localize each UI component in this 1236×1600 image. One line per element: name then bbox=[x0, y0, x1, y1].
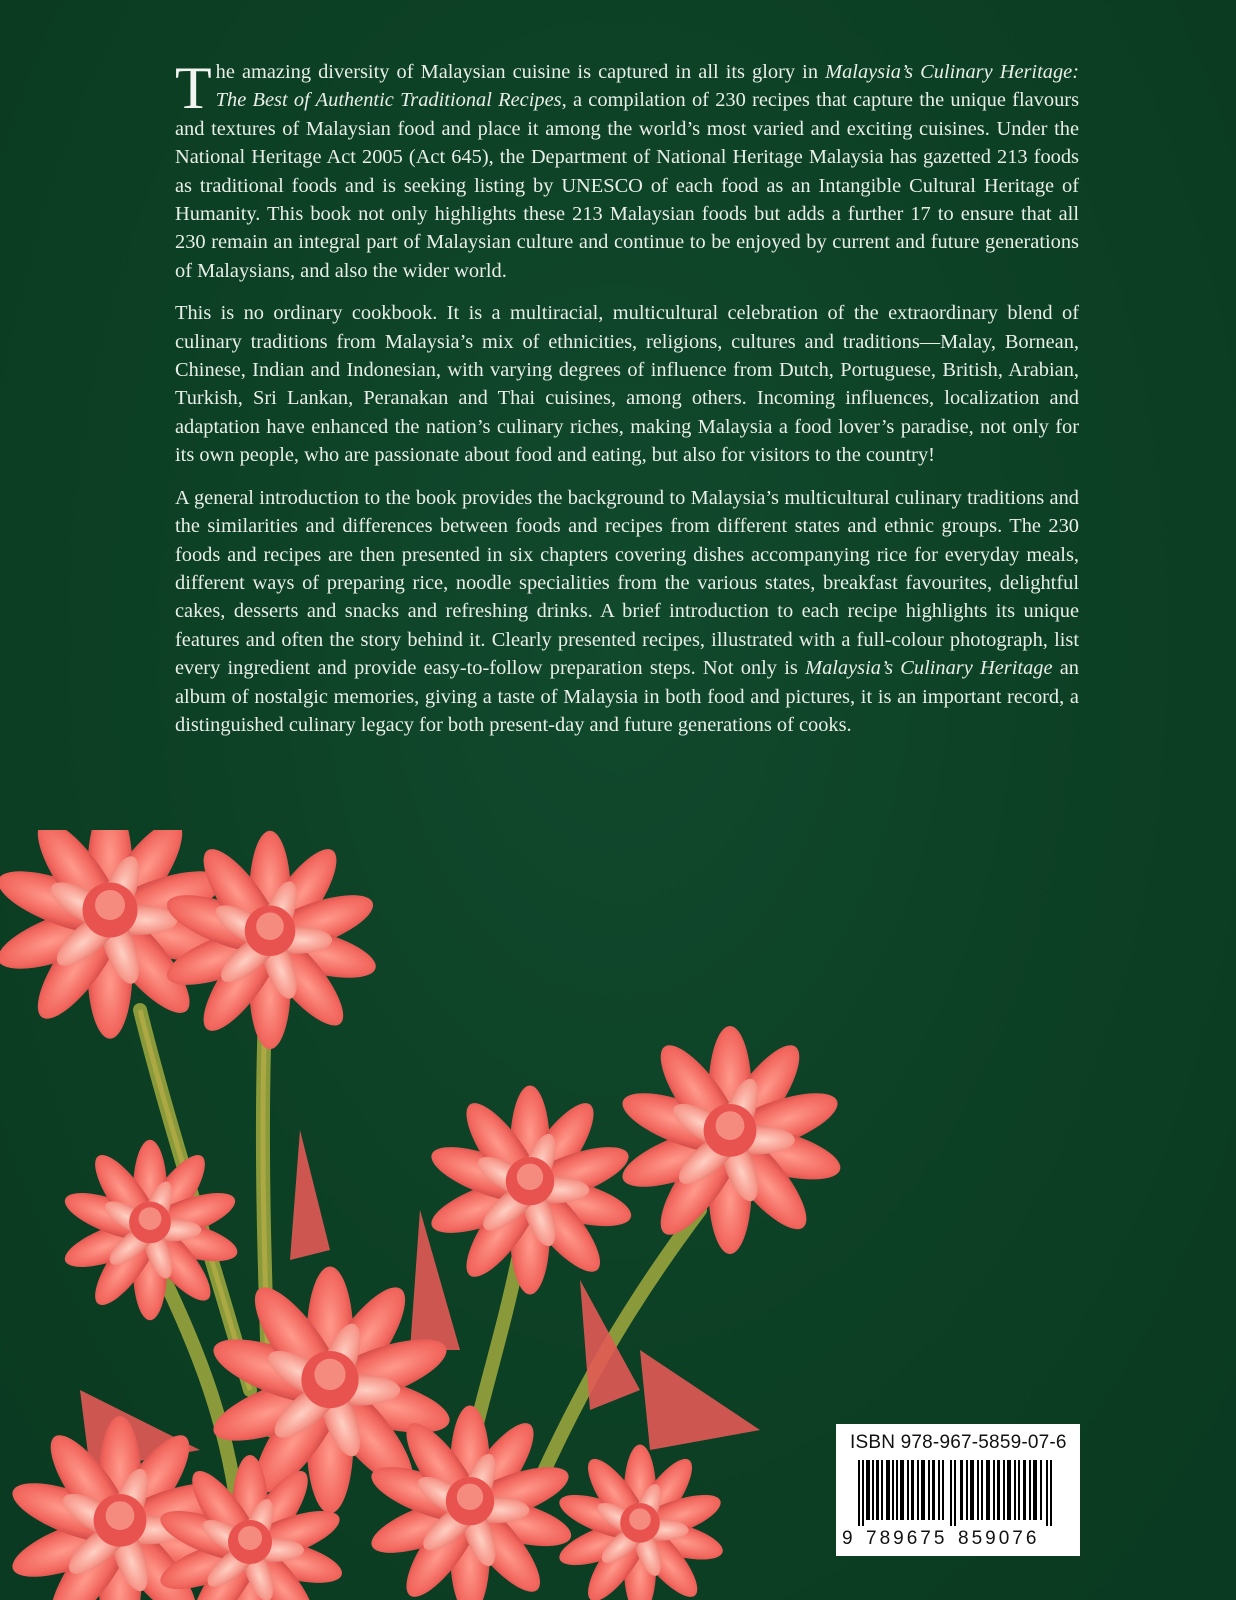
drop-cap: T bbox=[175, 55, 212, 121]
book-title-italic: Malaysia’s Culinary Heritage: The Best of Authentic Traditional Recipes bbox=[215, 61, 1079, 112]
blurb-paragraph-3 bbox=[175, 484, 1079, 740]
cover-blurb bbox=[175, 55, 1079, 753]
isbn-label: ISBN 978-967-5859-07-6 bbox=[850, 1432, 1067, 1453]
barcode-digit-lead: 9 bbox=[842, 1528, 856, 1549]
book-title-short-italic: Malaysia’s Culinary Heritage bbox=[805, 657, 1053, 680]
blurb-p3-text-a: A general introduction to the book provides the background to Malaysia’s multicultural culinary traditions and the similarities and differences between foods and recipes from different states and ethnic groups. The 230 foods and recipes are then presented in six chapters covering dishes accompanying rice for everyday meals, different ways of preparing rice, noodle specialities from the various states, breakfast favourites, delightful cakes, desserts and snacks and refreshing drinks. A brief introduction to each recipe highlights its unique features and often the story behind it. Clearly presented recipes, illustrated with a full-colour photograph, list every ingredient and provide easy-to-follow preparation steps. Not only is bbox=[175, 486, 1079, 680]
blurb-p1-text-b: , a compilation of 230 recipes that capture the unique flavours and textures of Malaysian food and place it among the world’s most varied and exciting cuisines. Under the National Heritage Act 2005 (Act 645), the Department of National Heritage Malaysia has gazetted 213 foods as traditional foods and is seeking listing by UNESCO of each food as an Intangible Cultural Heritage of Humanity. This book not only highlights these 213 Malaysian foods but adds a further 17 to ensure that all 230 remain an integral part of Malaysian culture and continue to be enjoyed by current and future generations of Malaysians, and also the wider world. bbox=[175, 89, 1079, 282]
blurb-paragraph-2: This is no ordinary cookbook. It is a multiracial, multicultural celebration of the extraordinary blend of culinary traditions from Malaysia’s mix of ethnicities, religions, cultures and traditions—Malay, Bornean, Chinese, Indian and Indonesian, with varying degrees of influence from Dutch, Portuguese, British, Arabian, Turkish, Sri Lankan, Peranakan and Thai cuisines, among others. Incoming influences, localization and adaptation have enhanced the nation’s culinary riches, making Malaysia a food lover’s paradise, not only for its own people, who are passionate about food and eating, but also for visitors to the country! bbox=[175, 302, 1079, 467]
isbn-barcode bbox=[836, 1424, 1080, 1556]
barcode-digits-right: 859076 bbox=[958, 1528, 1040, 1549]
barcode-digits-left: 789675 bbox=[866, 1528, 948, 1549]
torch-ginger-flowers-illustration bbox=[0, 830, 900, 1600]
blurb-paragraph-1 bbox=[175, 55, 1079, 285]
blurb-p1-text-a: he amazing diversity of Malaysian cuisine is captured in all its glory in bbox=[215, 61, 826, 83]
barcode-bars-icon bbox=[850, 1460, 1066, 1526]
blurb-p3-text-b: an album of nostalgic memories, giving a taste of Malaysia in both food and pictures, it is an important record, a distinguished culinary legacy for both present-day and future generations of cooks. bbox=[175, 657, 1079, 736]
